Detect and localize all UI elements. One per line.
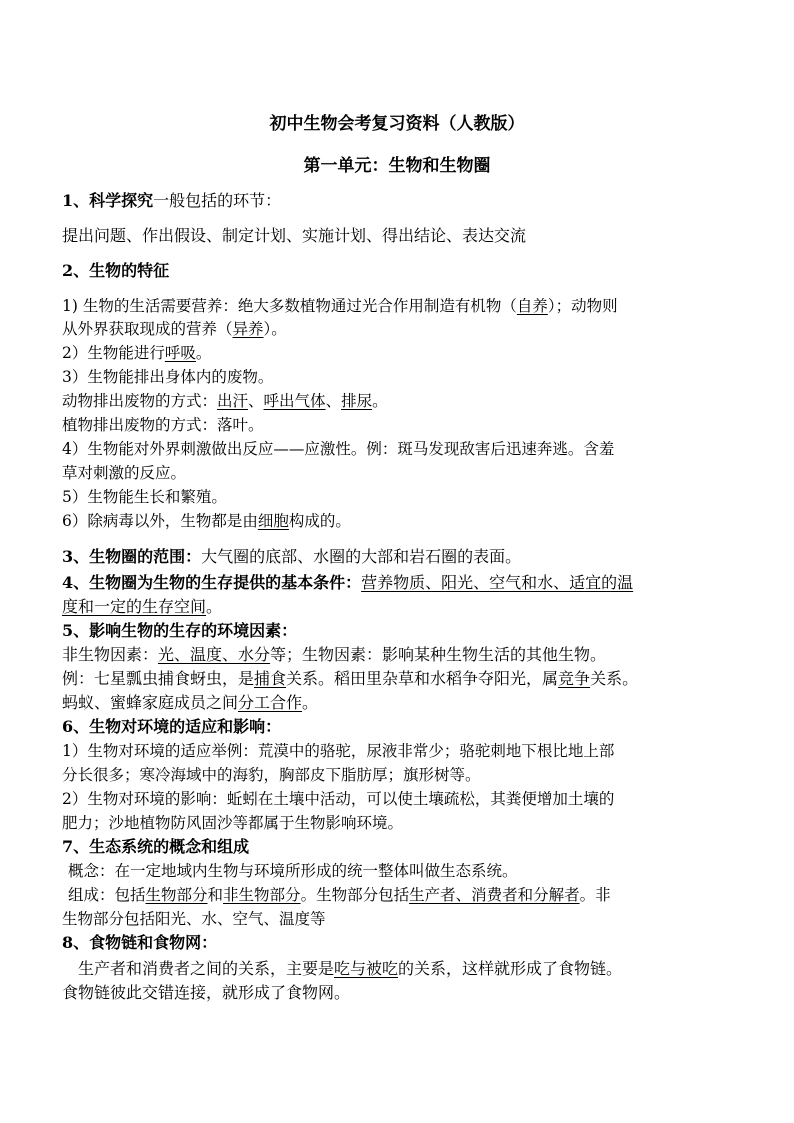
section-6-heading xyxy=(62,716,734,738)
s5-l3-text-b: 。 xyxy=(302,693,319,712)
s2-p2-text-a: 2）生物能进行 xyxy=(62,344,165,362)
section-7-heading-text: 7、生态系统的概念和组成 xyxy=(62,837,250,856)
section-8-heading xyxy=(62,932,734,954)
s5-l1-underline: 光、温度、水分 xyxy=(158,645,271,664)
s2-animal-waste-line xyxy=(62,390,734,412)
s5-l3-underline: 分工合作 xyxy=(238,693,303,712)
s8-line2: 食物链彼此交错连接，就形成了食物网。 xyxy=(62,983,351,1002)
s2-p1-underline-1: 自养 xyxy=(516,297,548,315)
section-4-line2 xyxy=(62,596,734,618)
s2-p1-text-c: 从外界获取现成的营养（ xyxy=(62,320,233,338)
s8-l1-text-a: 生产者和消费者之间的关系，主要是 xyxy=(78,959,335,978)
s8-l1-text-b: 的关系，这样就形成了食物链。 xyxy=(398,959,623,978)
s2-animal-end: 。 xyxy=(372,392,388,410)
s6-line2: 分长很多；寒冷海域中的海豹，胸部皮下脂肪厚；旗形树等。 xyxy=(62,766,481,784)
s5-l2-text-c: 关系。 xyxy=(590,669,639,688)
s2-p1-text-d: ）。 xyxy=(263,320,287,338)
s2-p1-line2 xyxy=(62,318,734,340)
s2-p1-text-b: ）；动物则 xyxy=(547,297,618,315)
s6-line3: 2）生物对环境的影响：蚯蚓在土壤中活动，可以使土壤疏松，其粪便增加土壤的 xyxy=(62,790,615,808)
s5-line2 xyxy=(62,668,734,690)
section-4-underline-1: 营养物质、阳光、空气和水、适宜的温 xyxy=(361,573,634,592)
s2-p6-text-b: 构成的。 xyxy=(288,512,351,530)
section-4-underline-2: 度和一定的生存空间 xyxy=(62,597,207,616)
s2-p4-line1: 4）生物能对外界刺激做出反应——应激性。例：斑马发现敌害后迅速奔逃。含羞 xyxy=(62,440,615,458)
s7-composition-line2: 生物部分包括阳光、水、空气、温度等 xyxy=(62,910,326,928)
section-5-heading-text: 5、影响生物的生存的环境因素： xyxy=(62,621,298,640)
section-6-heading-text: 6、生物对环境的适应和影响： xyxy=(62,717,282,736)
s2-p1-text-a: 1) 生物的生活需要营养：绝大多数植物通过光合作用制造有机物（ xyxy=(62,297,517,315)
s5-line1 xyxy=(62,644,734,666)
s2-p2-line xyxy=(62,342,734,364)
s7-comp-text-c: 。生物部分包括 xyxy=(300,886,410,904)
s2-p6-text-a: 6）除病毒以外，生物都是由 xyxy=(62,512,258,530)
s8-l1-underline: 吃与被吃 xyxy=(334,959,399,978)
s5-l3-text-a: 蚂蚁、蜜蜂家庭成员之间 xyxy=(62,693,239,712)
s2-animal-sep-2: 、 xyxy=(325,392,342,410)
section-3-text: 大气圈的底部、水圈的大部和岩石圈的表面。 xyxy=(201,547,522,566)
section-7-heading xyxy=(62,836,734,858)
s5-l1-text-b: 等；生物因素：影响某种生物生活的其他生物。 xyxy=(270,645,607,664)
s6-line1: 1）生物对环境的适应举例：荒漠中的骆驼，尿液非常少；骆驼刺地下根比地上部 xyxy=(62,742,615,760)
section-1-steps: 提出问题、作出假设、制定计划、实施计划、得出结论、表达交流 xyxy=(62,226,527,245)
s7-composition-line1 xyxy=(68,884,740,906)
s7-comp-text-d: 。非 xyxy=(579,886,611,904)
s2-animal-underline-1: 出汗 xyxy=(217,392,249,410)
s7-comp-underline-2: 非生物部分 xyxy=(223,886,301,904)
s7-comp-underline-1: 生物部分 xyxy=(145,886,208,904)
s7-comp-text-b: 和 xyxy=(207,886,224,904)
s2-p4-line2: 草对刺激的反应。 xyxy=(62,464,187,482)
section-1-text: 一般包括的环节： xyxy=(153,191,282,210)
s7-comp-underline-3: 生产者、消费者和分解者 xyxy=(409,886,580,904)
section-4-end: 。 xyxy=(206,597,223,616)
s8-line1 xyxy=(78,958,750,980)
s5-l2-underline-1: 捕食 xyxy=(254,669,287,688)
s5-l2-underline-2: 竞争 xyxy=(558,669,591,688)
section-3-heading: 3、生物圈的范围： xyxy=(62,547,202,566)
s2-plant-waste-line: 植物排出废物的方式：落叶。 xyxy=(62,416,264,434)
s5-l2-text-a: 例：七星瓢虫捕食蚜虫，是 xyxy=(62,669,255,688)
document-title: 初中生物会考复习资料（人教版） xyxy=(269,114,525,134)
section-2-heading-text: 2、生物的特征 xyxy=(62,261,170,280)
s2-p2-text-b: 。 xyxy=(195,344,212,362)
section-3-line xyxy=(62,546,734,568)
s2-p6-underline: 细胞 xyxy=(257,512,289,530)
section-1-line xyxy=(62,190,734,212)
s5-l2-text-b: 关系。稻田里杂草和水稻争夺阳光，属 xyxy=(286,669,559,688)
s2-p5-line: 5）生物能生长和繁殖。 xyxy=(62,488,227,506)
s2-animal-sep-1: 、 xyxy=(248,392,264,410)
s2-animal-text: 动物排出废物的方式： xyxy=(62,392,218,410)
section-2-heading xyxy=(62,260,734,282)
section-8-heading-text: 8、食物链和食物网： xyxy=(62,933,218,952)
s2-animal-underline-2: 呼出气体 xyxy=(263,392,326,410)
s5-line3 xyxy=(62,692,734,714)
s2-p1-line1 xyxy=(62,295,734,317)
s7-concept: 概念：在一定地域内生物与环境所形成的统一整体叫做生态系统。 xyxy=(68,862,518,880)
s2-p1-underline-2: 异养 xyxy=(232,320,264,338)
s2-p3-line: 3）生物能排出身体内的废物。 xyxy=(62,368,274,386)
section-4-line1 xyxy=(62,572,734,594)
s2-p6-line xyxy=(62,510,734,532)
section-4-heading: 4、生物圈为生物的生存提供的基本条件： xyxy=(62,573,362,592)
s5-l1-text-a: 非生物因素： xyxy=(62,645,159,664)
s2-animal-underline-3: 排尿 xyxy=(341,392,373,410)
s6-line4: 肥力；沙地植物防风固沙等都属于生物影响环境。 xyxy=(62,814,404,832)
section-5-heading xyxy=(62,620,734,642)
unit-title: 第一单元：生物和生物圈 xyxy=(303,156,491,176)
s7-comp-text-a: 组成：包括 xyxy=(68,886,146,904)
section-1-heading: 1、科学探究 xyxy=(62,191,154,210)
s2-p2-underline: 呼吸 xyxy=(164,344,196,362)
